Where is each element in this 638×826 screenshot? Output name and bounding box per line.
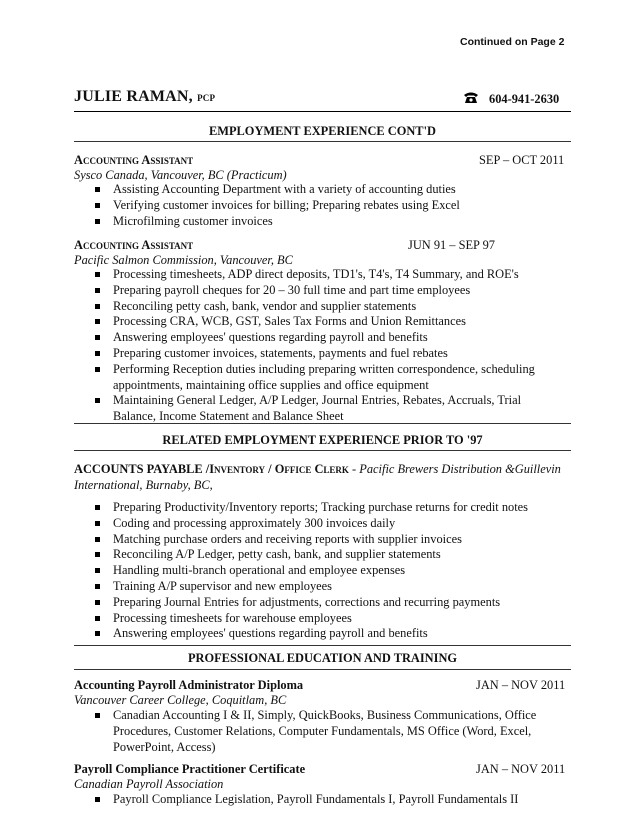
- prior-job-bullets: [76, 500, 528, 642]
- list-item: Performing Reception duties including preparing written correspondence, scheduling: [76, 362, 535, 378]
- prior-job-title-inventory: /Inventory: [205, 462, 266, 476]
- prior-job-org-line2: International, Burnaby, BC,: [74, 478, 213, 492]
- job-title: Accounting Assistant: [74, 238, 194, 252]
- job-org: Sysco Canada, Vancouver, BC (Practicum): [74, 168, 287, 182]
- applicant-name: [74, 88, 215, 106]
- list-item-continuation: Procedures, Customer Relations, Computer Fundamentals, MS Office (Word, Excel,: [113, 723, 532, 738]
- phone-number: 604-941-2630: [489, 92, 560, 106]
- list-item: Verifying customer invoices for billing; Preparing rebates using Excel: [76, 198, 460, 214]
- list-item: Preparing Journal Entries for adjustments, corrections and recurring payments: [76, 595, 528, 611]
- list-item: Coding and processing approximately 300 invoices daily: [76, 516, 528, 532]
- job-org: Pacific Salmon Commission, Vancouver, BC: [74, 253, 293, 267]
- list-item: Processing CRA, WCB, GST, Sales Tax Forms and Union Remittances: [76, 314, 535, 330]
- list-item: Answering employees' questions regarding payroll and benefits: [76, 330, 535, 346]
- credential: PCP: [197, 93, 216, 103]
- applicant-name-text: JULIE RAMAN,: [74, 88, 193, 105]
- education-dates: JAN – NOV 2011: [476, 762, 566, 776]
- list-item: Reconciling petty cash, bank, vendor and supplier statements: [76, 299, 535, 315]
- list-item: Preparing Productivity/Inventory reports; Tracking purchase returns for credit notes: [76, 500, 528, 516]
- continued-note: Continued on Page 2: [460, 36, 565, 48]
- section-divider: [74, 141, 571, 142]
- list-item: Training A/P supervisor and new employees: [76, 579, 528, 595]
- list-item: Matching purchase orders and receiving reports with supplier invoices: [76, 532, 528, 548]
- prior-job-title: [74, 462, 561, 477]
- section-heading-employment: EMPLOYMENT EXPERIENCE CONT'D: [209, 124, 436, 138]
- education-bullets: [76, 792, 518, 808]
- list-item: Payroll Compliance Legislation, Payroll Fundamentals I, Payroll Fundamentals II: [76, 792, 518, 808]
- list-item: Processing timesheets, ADP direct deposits, TD1's, T4's, T4 Summary, and ROE's: [76, 267, 535, 283]
- list-item: Answering employees' questions regarding payroll and benefits: [76, 626, 528, 642]
- list-item: Processing timesheets for warehouse employees: [76, 611, 528, 627]
- header-divider: [74, 111, 571, 112]
- section-divider: [74, 423, 571, 424]
- job-bullets: [76, 267, 535, 425]
- education-org: Canadian Payroll Association: [74, 777, 224, 791]
- telephone-icon: [463, 91, 479, 104]
- job-bullets: [76, 182, 460, 229]
- job-dates: JUN 91 – SEP 97: [408, 238, 495, 252]
- list-item: Microfilming customer invoices: [76, 214, 460, 230]
- section-divider: [74, 450, 571, 451]
- list-item: Reconciling A/P Ledger, petty cash, bank, and supplier statements: [76, 547, 528, 563]
- list-item: Preparing customer invoices, statements, payments and fuel rebates: [76, 346, 535, 362]
- prior-job-separator: -: [352, 462, 357, 476]
- education-org: Vancouver Career College, Coquitlam, BC: [74, 693, 287, 707]
- section-heading-education: PROFESSIONAL EDUCATION AND TRAINING: [187, 651, 458, 665]
- prior-job-title-clerk: Office Clerk: [274, 462, 349, 476]
- prior-job-org: Pacific Brewers Distribution &Guillevin: [359, 462, 561, 476]
- list-item: Handling multi-branch operational and employee expenses: [76, 563, 528, 579]
- list-item: Assisting Accounting Department with a variety of accounting duties: [76, 182, 460, 198]
- section-heading-prior: RELATED EMPLOYMENT EXPERIENCE PRIOR TO '97: [162, 433, 483, 447]
- list-item-continuation: Balance, Income Statement and Balance Sheet: [113, 409, 344, 424]
- list-item: Preparing payroll cheques for 20 – 30 full time and part time employees: [76, 283, 535, 299]
- section-divider: [74, 645, 571, 646]
- prior-job-title-main: ACCOUNTS PAYABLE: [74, 462, 203, 476]
- education-dates: JAN – NOV 2011: [476, 678, 566, 692]
- education-title: Accounting Payroll Administrator Diploma: [74, 678, 304, 692]
- list-item: Canadian Accounting I & II, Simply, QuickBooks, Business Communications, Office: [76, 708, 536, 724]
- job-title: Accounting Assistant: [74, 153, 194, 167]
- prior-job-title-slash: /: [268, 462, 272, 476]
- list-item: Maintaining General Ledger, A/P Ledger, Journal Entries, Rebates, Accruals, Trial: [76, 393, 535, 409]
- list-item-continuation: PowerPoint, Access): [113, 739, 216, 754]
- education-title: Payroll Compliance Practitioner Certificate: [74, 762, 306, 776]
- section-divider: [74, 669, 571, 670]
- education-bullets: [76, 708, 536, 755]
- list-item-continuation: appointments, maintaining office supplies and office equipment: [113, 377, 429, 392]
- job-dates: SEP – OCT 2011: [479, 153, 565, 167]
